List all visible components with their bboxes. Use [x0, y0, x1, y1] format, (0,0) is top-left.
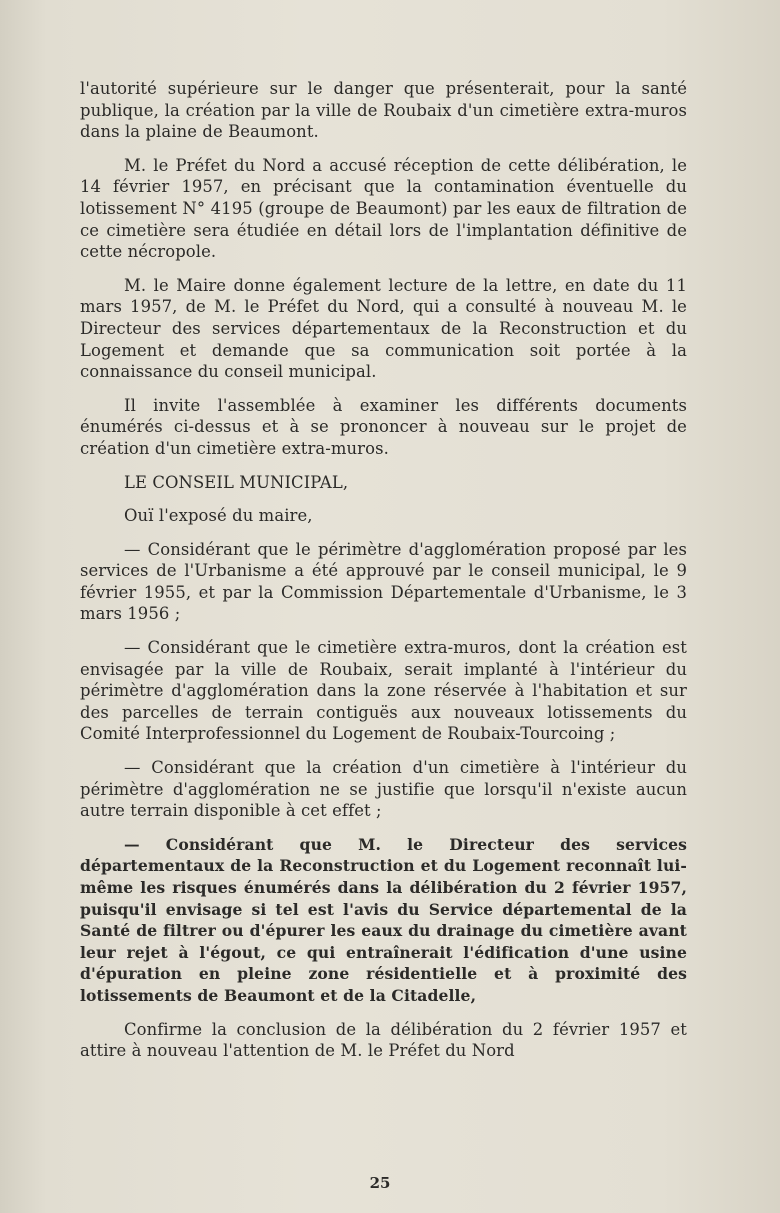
considerant-directeur-bold: — Considérant que M. le Directeur des services départementaux de la Reconstruction et du Logement reconnaît lui-même les risques énumérés dans la délibération du 2 février 1957, puisqu'il envisage si tel est l'avis du Service départemental de la Santé de filtrer ou d'épurer les eaux du drainage du cimetière avant leur rejet à l'égout, ce qui entraînerait l'édification d'une usine d'épuration en pleine zone résidentielle et à proximité des lotissements de Beaumont et de la Citadelle, [80, 834, 687, 1005]
paragraph-confirme: Confirme la conclusion de la délibération du 2 février 1957 et attire à nouveau l'attention de M. le Préfet du Nord [80, 1019, 687, 1061]
considerant-justification: — Considérant que la création d'un cimetière à l'intérieur du périmètre d'agglomération ne se justifie que lorsqu'il n'existe aucun autre terrain disponible à cet effet ; [80, 758, 687, 821]
paragraph-invitation: Il invite l'assemblée à examiner les différents documents énumérés ci-dessus et à se prononcer à nouveau sur le projet de création d'un cimetière extra-muros. [80, 395, 687, 458]
oui-expose: Ouï l'exposé du maire, [124, 506, 313, 526]
page-body [80, 78, 687, 1074]
conseil-heading: LE CONSEIL MUNICIPAL, [124, 472, 349, 492]
paragraph-prefet-reception: M. le Préfet du Nord a accusé réception de cette délibération, le 14 février 1957, en précisant que la contamination éventuelle du lotissement N° 4195 (groupe de Beaumont) par les eaux de filtration de ce cimetière sera étudiée en détail lors de l'implantation définitive de cette nécropole. [80, 155, 687, 262]
page-number: 25 [369, 1174, 391, 1192]
considerant-perimetre: — Considérant que le périmètre d'agglomération proposé par les services de l'Urbanisme a été approuvé par le conseil municipal, le 9 février 1955, et par la Commission Départementale d'Urbanisme, le 3 mars 1956 ; [80, 539, 687, 624]
paragraph-maire-lecture: M. le Maire donne également lecture de la lettre, en date du 11 mars 1957, de M. le Préfet du Nord, qui a consulté à nouveau M. le Directeur des services départementaux de la Reconstruction et du Logement et demande que sa communication soit portée à la connaissance du conseil municipal. [80, 275, 687, 382]
considerant-cimetiere: — Considérant que le cimetière extra-muros, dont la création est envisagée par la ville de Roubaix, serait implanté à l'intérieur du périmètre d'agglomération dans la zone réservée à l'habitation et sur des parcelles de terrain contiguës aux nouveaux lotissements du Comité Interprofessionnel du Logement de Roubaix-Tourcoing ; [80, 638, 687, 744]
paragraph-continuation: l'autorité supérieure sur le danger que présenterait, pour la santé publique, la création par la ville de Roubaix d'un cimetière extra-muros dans la plaine de Beaumont. [80, 79, 687, 142]
